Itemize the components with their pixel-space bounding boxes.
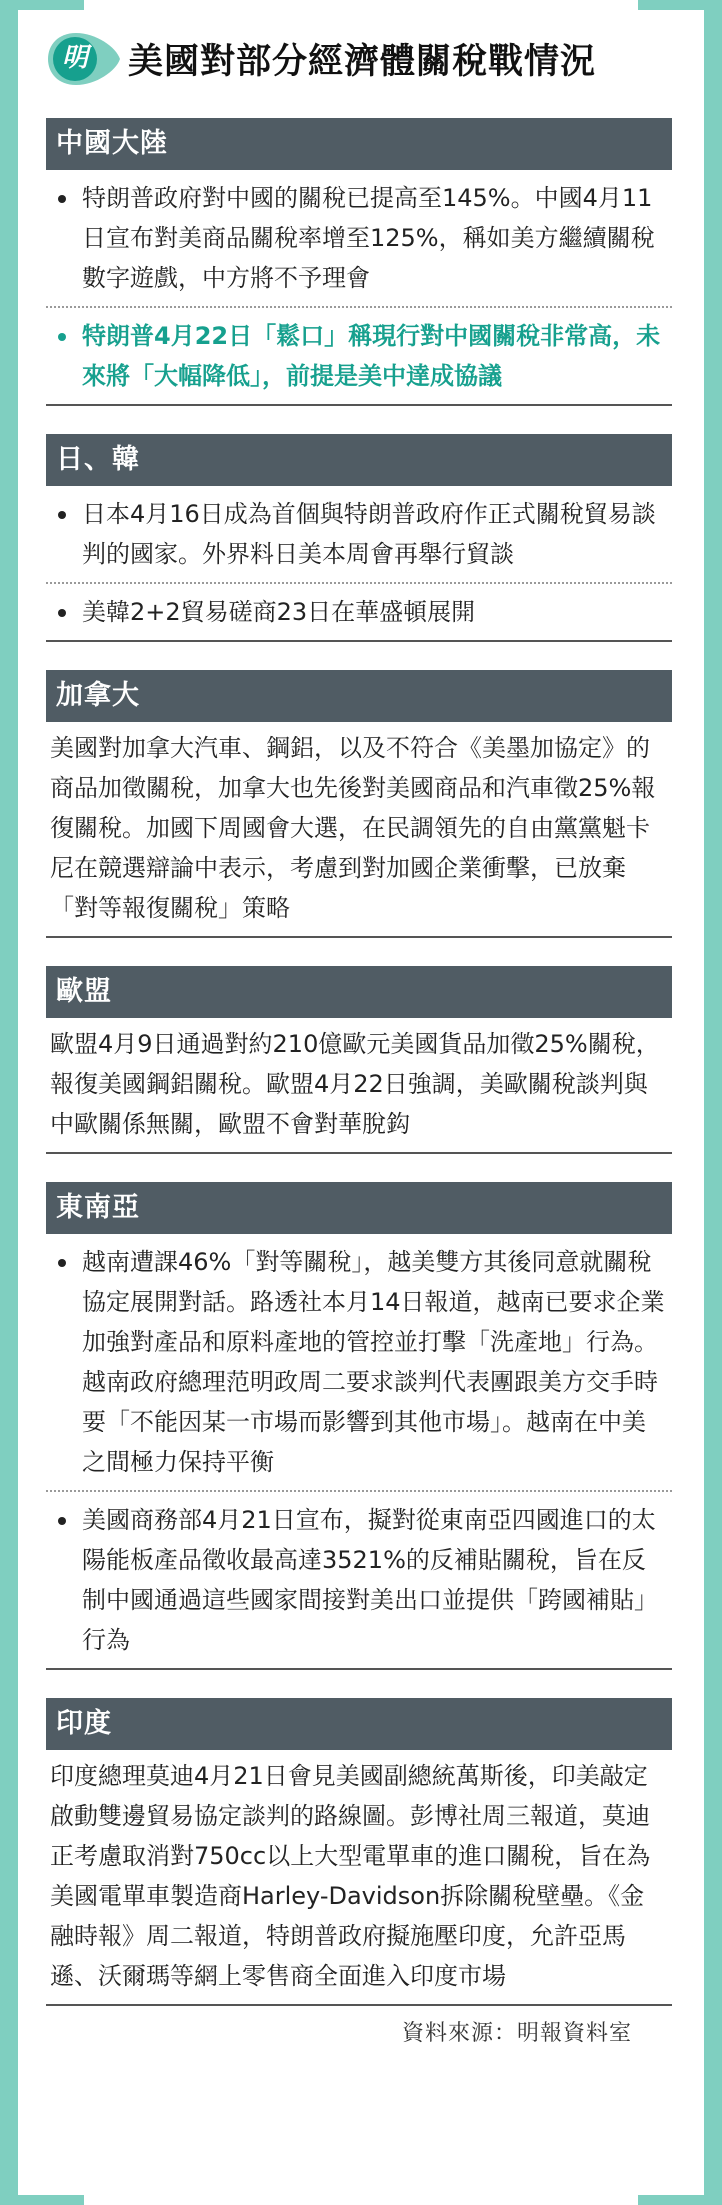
section-header: 東南亞 — [46, 1182, 672, 1234]
title-row — [46, 0, 672, 118]
frame-corner — [638, 2195, 722, 2205]
section-body — [46, 722, 672, 938]
section-southeast-asia — [46, 1182, 672, 1670]
section-header: 中國大陸 — [46, 118, 672, 170]
section-india — [46, 1698, 672, 2006]
bullet-item: 特朗普政府對中國的關稅已提高至145%。中國4月11日宣布對美商品關稅率增至125%，稱如美方繼續關稅數字遊戲，中方將不予理會 — [46, 170, 672, 306]
section-japan-korea — [46, 434, 672, 642]
section-body — [46, 1750, 672, 2006]
section-paragraph: 美國對加拿大汽車、鋼鋁，以及不符合《美墨加協定》的商品加徵關稅，加拿大也先後對美國商品和汽車徵25%報復關稅。加國下周國會大選，在民調領先的自由黨黨魁卡尼在競選辯論中表示，考慮到對加國企業衝擊，已放棄「對等報復關稅」策略 — [50, 734, 656, 922]
ming-pao-logo-icon — [46, 29, 122, 89]
section-china — [46, 118, 672, 406]
bullet-item: 美國商務部4月21日宣布，擬對從東南亞四國進口的太陽能板產品徵收最高達3521%的反補貼關稅，旨在反制中國通過這些國家間接對美出口並提供「跨國補貼」行為 — [46, 1490, 672, 1668]
section-paragraph: 歐盟4月9日通過對約210億歐元美國貨品加徵25%關稅，報復美國鋼鋁關稅。歐盟4月22日強調，美歐關稅談判與中歐關係無關，歐盟不會對華脫鈎 — [50, 1030, 660, 1138]
section-header: 印度 — [46, 1698, 672, 1750]
section-body — [46, 1018, 672, 1154]
source-credit: 資料來源：明報資料室 — [401, 2021, 632, 2046]
bullet-item: 日本4月16日成為首個與特朗普政府作正式關稅貿易談判的國家。外界料日美本周會再舉行貿談 — [46, 486, 672, 582]
bullet-item: 越南遭課46%「對等關稅」，越美雙方其後同意就關稅協定展開對話。路透社本月14日報道，越南已要求企業加強對產品和原料產地的管控並打擊「洗產地」行為。越南政府總理范明政周二要求談判代表團跟美方交手時要「不能因某一市場而影響到其他市場」。越南在中美之間極力保持平衡 — [46, 1234, 672, 1490]
infographic — [46, 0, 672, 2047]
bullet-item: 美韓2+2貿易磋商23日在華盛頓展開 — [46, 582, 672, 640]
section-paragraph: 印度總理莫迪4月21日會見美國副總統萬斯後，印美敲定啟動雙邊貿易協定談判的路線圖。彭博社周三報道，莫迪正考慮取消對750cc以上大型電單車的進口關稅，旨在為美國電單車製造商Harley-Davidson拆除關稅壁壘。《金融時報》周二報道，特朗普政府擬施壓印度，允許亞馬遜、沃爾瑪等網上零售商全面進入印度市場 — [50, 1762, 651, 1990]
section-header: 加拿大 — [46, 670, 672, 722]
section-body — [46, 1234, 672, 1670]
page-title: 美國對部分經濟體關稅戰情況 — [128, 42, 597, 82]
section-canada — [46, 670, 672, 938]
section-header: 歐盟 — [46, 966, 672, 1018]
frame-corner — [0, 2195, 84, 2205]
section-header: 日、韓 — [46, 434, 672, 486]
logo-char: 明 — [61, 43, 88, 73]
section-body — [46, 170, 672, 406]
section-body — [46, 486, 672, 642]
section-eu — [46, 966, 672, 1154]
bullet-item-highlight: 特朗普4月22日「鬆口」稱現行對中國關稅非常高，未來將「大幅降低」，前提是美中達成協議 — [46, 306, 672, 404]
